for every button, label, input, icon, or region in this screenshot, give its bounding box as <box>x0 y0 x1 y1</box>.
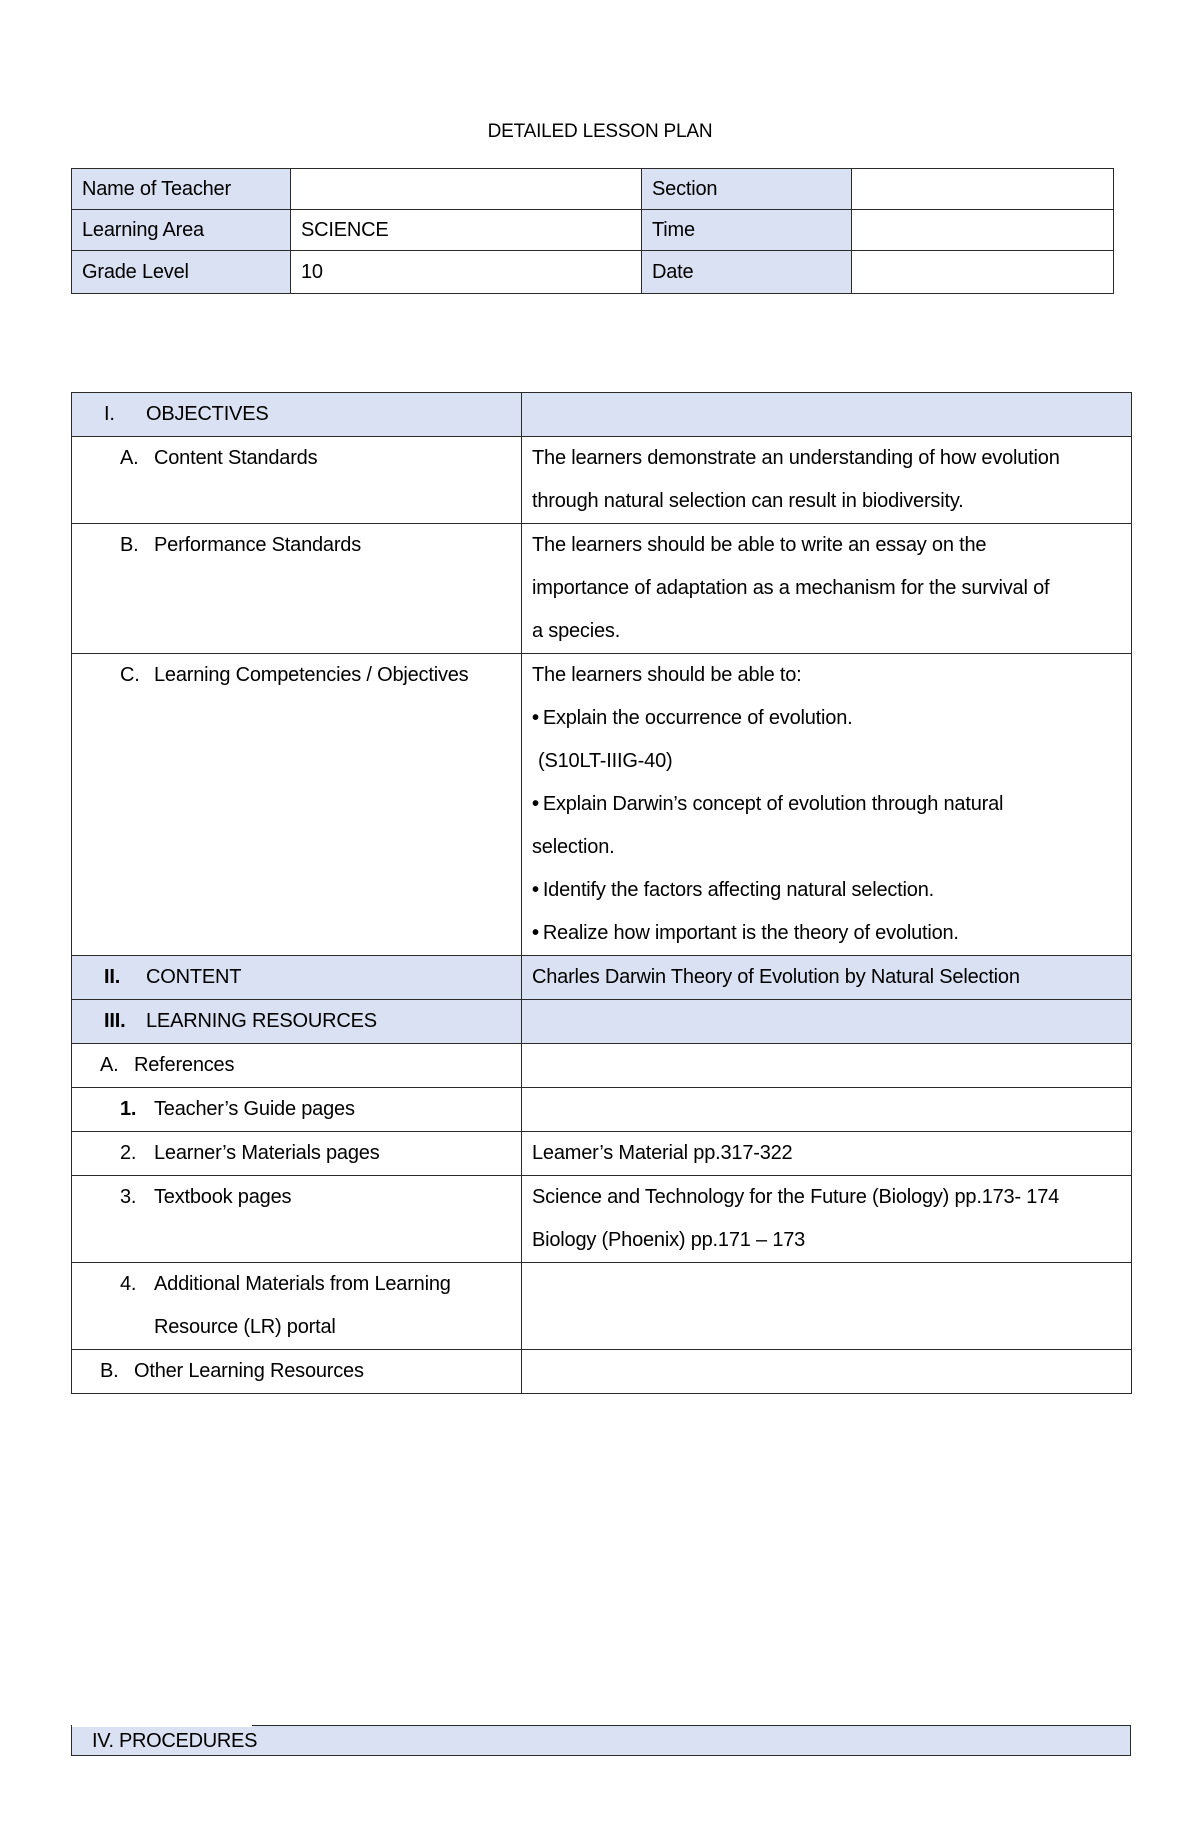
item-number: 4. <box>120 1273 137 1295</box>
item-number: 3. <box>120 1186 137 1208</box>
text-line: a species. <box>532 620 621 642</box>
resources-header-row <box>72 1000 1132 1044</box>
bullet-icon: • <box>532 879 539 901</box>
grade-level-label: Grade Level <box>72 251 291 294</box>
date-field[interactable] <box>852 251 1114 294</box>
item-letter: B. <box>120 534 139 556</box>
competency-code: (S10LT-IIIG-40) <box>538 750 673 772</box>
learning-area-field[interactable]: SCIENCE <box>291 210 642 251</box>
item-label: Learner’s Materials pages <box>154 1142 380 1164</box>
date-label: Date <box>642 251 852 294</box>
objectives-heading-value <box>522 393 1132 437</box>
objectives-header-row <box>72 393 1132 437</box>
teachers-guide-value[interactable] <box>522 1088 1132 1132</box>
procedures-heading: IV. PROCEDURES <box>92 1730 258 1752</box>
textbook-row <box>72 1176 1132 1263</box>
item-letter: C. <box>120 664 140 686</box>
list-item: • Explain Darwin’s concept of evolution through natural <box>532 793 1004 815</box>
learners-materials-value[interactable]: Leamer’s Material pp.317-322 <box>522 1132 1132 1176</box>
competencies-intro: The learners should be able to: <box>532 664 802 686</box>
list-item: • Identify the factors affecting natural selection. <box>532 879 934 901</box>
teacher-info-table <box>71 168 1114 294</box>
competencies-row <box>72 654 1132 956</box>
item-letter: B. <box>100 1360 119 1382</box>
section-number: II. <box>104 966 121 988</box>
content-standards-label <box>72 437 522 524</box>
list-item-continuation: selection. <box>532 836 615 858</box>
content-row <box>72 956 1132 1000</box>
text-line: importance of adaptation as a mechanism for the survival of <box>532 577 1050 599</box>
section-heading: LEARNING RESOURCES <box>146 1010 377 1032</box>
section-heading: OBJECTIVES <box>146 403 269 425</box>
other-resources-label <box>72 1350 522 1394</box>
item-label: Other Learning Resources <box>134 1360 364 1382</box>
lesson-plan-table <box>71 392 1132 1394</box>
item-label: Additional Materials from Learning Resource (LR) portal <box>154 1273 451 1338</box>
text-line: The learners should be able to write an essay on the <box>532 534 987 556</box>
item-letter: A. <box>100 1054 119 1076</box>
additional-materials-value[interactable] <box>522 1263 1132 1350</box>
text-line: Biology (Phoenix) pp.171 – 173 <box>532 1229 806 1251</box>
divider <box>72 1724 252 1727</box>
teacher-name-label: Name of Teacher <box>72 169 291 210</box>
references-label <box>72 1044 522 1088</box>
time-label: Time <box>642 210 852 251</box>
info-row-grade <box>72 251 1114 294</box>
list-item: • Realize how important is the theory of evolution. <box>532 922 959 944</box>
content-standards-value[interactable] <box>522 437 1132 524</box>
section-number: III. <box>104 1010 126 1032</box>
learners-materials-row <box>72 1132 1132 1176</box>
item-label: Content Standards <box>154 447 318 469</box>
content-heading <box>72 956 522 1000</box>
content-standards-row <box>72 437 1132 524</box>
item-letter: A. <box>120 447 139 469</box>
other-resources-row <box>72 1350 1132 1394</box>
item-label: Performance Standards <box>154 534 362 556</box>
list-item: • Explain the occurrence of evolution. <box>532 707 853 729</box>
section-heading: CONTENT <box>146 966 242 988</box>
page-title: DETAILED LESSON PLAN <box>487 121 713 142</box>
item-label: References <box>134 1054 235 1076</box>
section-number: I. <box>104 403 115 425</box>
textbook-value[interactable] <box>522 1176 1132 1263</box>
item-label: Teacher’s Guide pages <box>154 1098 355 1120</box>
teachers-guide-row <box>72 1088 1132 1132</box>
grade-level-field[interactable]: 10 <box>291 251 642 294</box>
bullet-icon: • <box>532 793 539 815</box>
item-number: 2. <box>120 1142 137 1164</box>
learners-materials-label <box>72 1132 522 1176</box>
procedures-header <box>71 1725 1131 1756</box>
additional-materials-label <box>72 1263 522 1350</box>
competencies-value[interactable] <box>522 654 1132 956</box>
item-number: 1. <box>120 1098 137 1120</box>
resources-heading-value <box>522 1000 1132 1044</box>
references-row <box>72 1044 1132 1088</box>
bullet-icon: • <box>532 922 539 944</box>
performance-standards-row <box>72 524 1132 654</box>
section-field[interactable] <box>852 169 1114 210</box>
info-row-area <box>72 210 1114 251</box>
textbook-label <box>72 1176 522 1263</box>
info-row-teacher <box>72 169 1114 210</box>
bullet-icon: • <box>532 707 539 729</box>
performance-standards-label <box>72 524 522 654</box>
time-field[interactable] <box>852 210 1114 251</box>
competencies-label <box>72 654 522 956</box>
other-resources-value[interactable] <box>522 1350 1132 1394</box>
teacher-name-field[interactable] <box>291 169 642 210</box>
objectives-heading <box>72 393 522 437</box>
teachers-guide-label <box>72 1088 522 1132</box>
item-label: Learning Competencies / Objectives <box>154 664 469 686</box>
item-label: Textbook pages <box>154 1186 292 1208</box>
additional-materials-row <box>72 1263 1132 1350</box>
text-line: through natural selection can result in biodiversity. <box>532 490 964 512</box>
resources-heading <box>72 1000 522 1044</box>
text-line: Science and Technology for the Future (Biology) pp.173- 174 <box>532 1186 1060 1208</box>
references-value[interactable] <box>522 1044 1132 1088</box>
performance-standards-value[interactable] <box>522 524 1132 654</box>
content-value[interactable]: Charles Darwin Theory of Evolution by Natural Selection <box>522 956 1132 1000</box>
text-line: The learners demonstrate an understanding of how evolution <box>532 447 1060 469</box>
learning-area-label: Learning Area <box>72 210 291 251</box>
section-label: Section <box>642 169 852 210</box>
